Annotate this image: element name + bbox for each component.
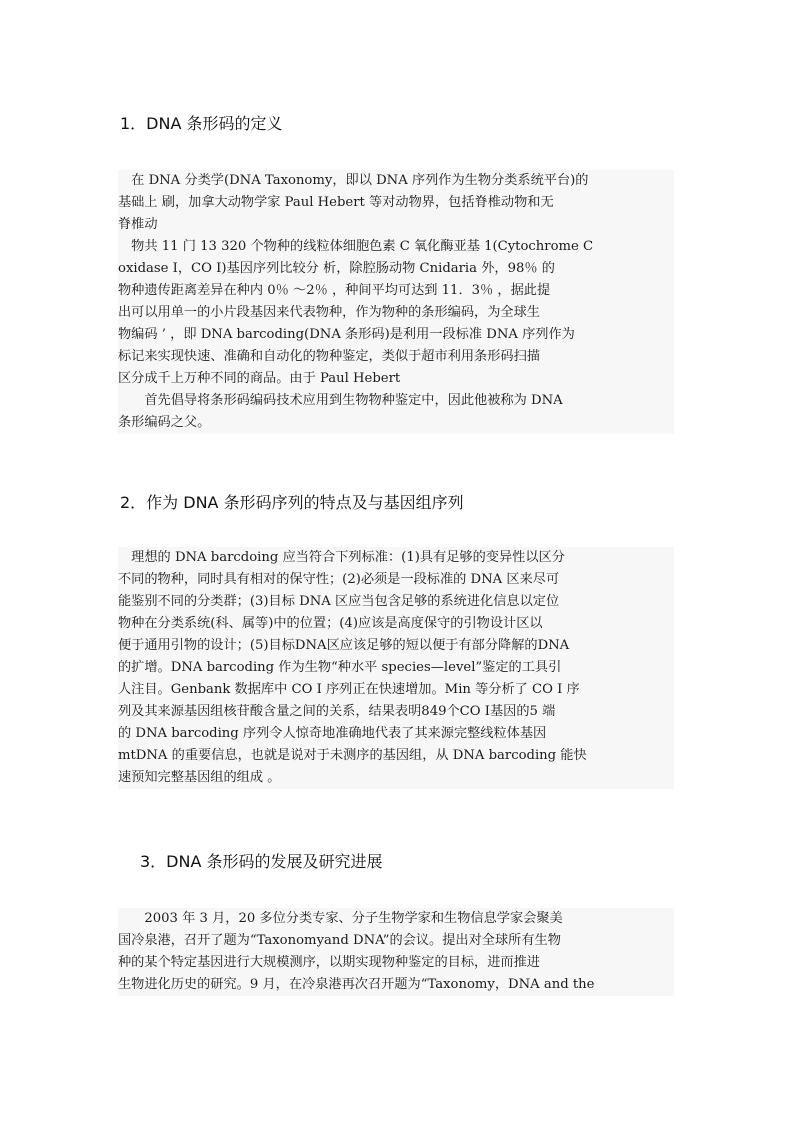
body-line: 区分成千上万种不同的商品。由于 Paul Hebert [118,371,401,386]
body-line: 物编码 ’ ，即 DNA barcoding(DNA 条形码)是利用一段标准 DNA 序列作为 [118,327,575,342]
section-heading-2: 2．作为 DNA 条形码序列的特点及与基因组序列 [120,493,464,512]
body-line: 脊椎动 [118,217,158,232]
body-line: 人注目。Genbank 数据库中 CO I 序列正在快速增加。Min 等分析了 CO I 序 [118,682,580,697]
body-line: 在 DNA 分类学(DNA Taxonomy，即以 DNA 序列作为生物分类系统平台)的 [118,173,589,188]
body-line: 便于通用引物的设计；(5)目标DNA区应该足够的短以便于有部分降解的DNA [118,638,570,653]
body-line: 列及其来源基因组核苷酸含量之间的关系，结果表明849个CO I基因的5 端 [118,704,556,719]
body-line: oxidase I，CO I)基因序列比较分 析，除腔肠动物 Cnidaria 外，98％ 的 [118,261,555,276]
body-line: 2003 年 3 月，20 多位分类专家、分子生物学家和生物信息学家会聚美 [118,911,563,926]
body-line: mtDNA 的重要信息，也就是说对于未测序的基因组，从 DNA barcoding 能快 [118,748,587,763]
body-line: 首先倡导将条形码编码技术应用到生物物种鉴定中，因此他被称为 DNA [118,393,563,408]
body-line: 基础上 刷，加拿大动物学家 Paul Hebert 等对动物界，包括脊椎动物和无 [118,195,554,210]
body-line: 不同的物种，同时具有相对的保守性；(2)必须是一段标准的 DNA 区来尽可 [118,572,560,587]
body-line: 能鉴别不同的分类群；(3)目标 DNA 区应当包含足够的系统进化信息以定位 [118,594,560,609]
body-line: 生物进化历史的研究。9 月，在冷泉港再次召开题为“Taxonomy，DNA and the [118,977,595,992]
body-line: 的 DNA barcoding 序列令人惊奇地准确地代表了其来源完整线粒体基因 [118,726,547,741]
body-line: 速预知完整基因组的组成 。 [118,770,281,785]
body-line: 国冷泉港，召开了题为“Taxonomyand DNA”的会议。提出对全球所有生物 [118,933,561,948]
body-line: 条形编码之父。 [118,415,211,430]
section-body-2 [118,547,674,789]
body-line: 标记来实现快速、准确和自动化的物种鉴定，类似于超市利用条形码扫描 [118,349,540,364]
section-body-1 [118,170,674,434]
body-line: 物种遗传距离差异在种内 0％ ～2％ ，种间平均可达到 11．3％ ，据此提 [118,283,551,298]
body-line: 物共 11 门 13 320 个物种的线粒体细胞色素 C 氧化酶亚基 1(Cytochrome C [118,239,594,254]
section-heading-3: 3．DNA 条形码的发展及研究进展 [140,852,383,871]
body-line: 出可以用单一的小片段基因来代表物种，作为物种的条形编码，为全球生 [118,305,540,320]
body-line: 的扩增。DNA barcoding 作为生物“种水平 species—level”鉴定的工具引 [118,660,562,675]
section-body-3 [118,908,674,996]
body-line: 物种在分类系统(科、属等)中的位置；(4)应该是高度保守的引物设计区以 [118,616,543,631]
section-heading-1: 1．DNA 条形码的定义 [120,114,283,133]
body-line: 理想的 DNA barcdoing 应当符合下列标准：(1)具有足够的变异性以区分 [118,550,565,565]
body-line: 种的某个特定基因进行大规模测序，以期实现物种鉴定的目标，进而推进 [118,955,540,970]
